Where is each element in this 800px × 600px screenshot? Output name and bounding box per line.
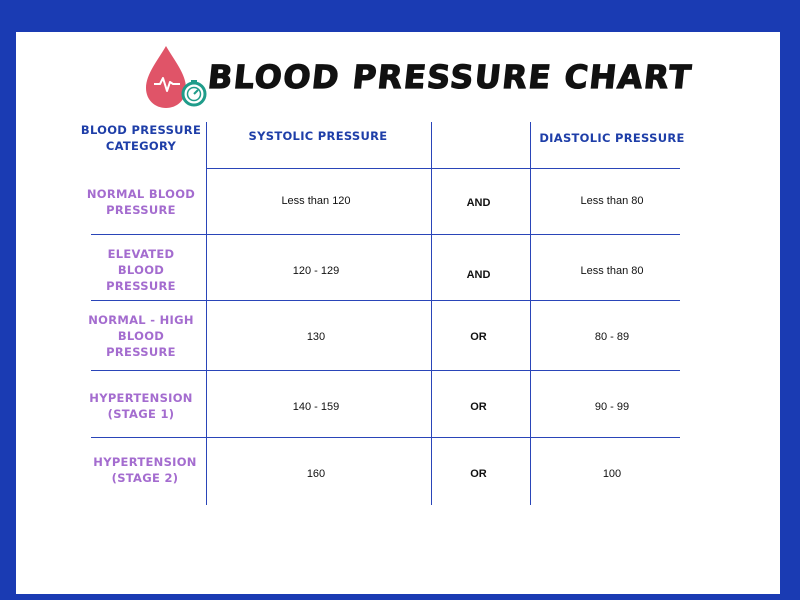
grid-line: [91, 370, 680, 371]
chart-card: [16, 32, 780, 594]
grid-line: [206, 122, 207, 505]
page-title: BLOOD PRESSURE CHART: [206, 58, 695, 96]
conjunction-label: AND: [466, 269, 491, 281]
grid-line: [91, 234, 680, 235]
category-normal: NORMAL BLOOD PRESSURE: [86, 187, 196, 217]
category-hypertension-stage-2: HYPERTENSION (STAGE 2): [93, 455, 197, 485]
grid-line: [91, 437, 680, 438]
systolic-value: Less than 120: [281, 195, 351, 207]
grid-line: [206, 168, 680, 169]
blood-pressure-table: [16, 32, 780, 594]
conjunction-label: OR: [470, 401, 487, 413]
systolic-value: 120 - 129: [292, 265, 340, 277]
grid-line: [431, 122, 432, 505]
category-normal-high: NORMAL - HIGH BLOOD PRESSURE: [88, 313, 194, 359]
diastolic-value: 90 - 99: [594, 401, 630, 413]
grid-line: [91, 300, 680, 301]
conjunction-label: AND: [466, 197, 491, 209]
diastolic-value: Less than 80: [580, 195, 644, 207]
diastolic-value: 100: [602, 468, 622, 480]
column-header-diastolic: DIASTOLIC PRESSURE: [539, 131, 685, 145]
systolic-value: 130: [306, 331, 326, 343]
diastolic-value: Less than 80: [580, 265, 644, 277]
systolic-value: 140 - 159: [292, 401, 340, 413]
category-hypertension-stage-1: HYPERTENSION (STAGE 1): [89, 391, 193, 421]
category-elevated: ELEVATED BLOOD PRESSURE: [106, 247, 176, 293]
conjunction-label: OR: [470, 468, 487, 480]
diastolic-value: 80 - 89: [594, 331, 630, 343]
grid-line: [530, 122, 531, 505]
conjunction-label: OR: [470, 331, 487, 343]
column-header-category: BLOOD PRESSURE CATEGORY: [80, 123, 202, 153]
systolic-value: 160: [306, 468, 326, 480]
column-header-systolic: SYSTOLIC PRESSURE: [248, 129, 388, 143]
